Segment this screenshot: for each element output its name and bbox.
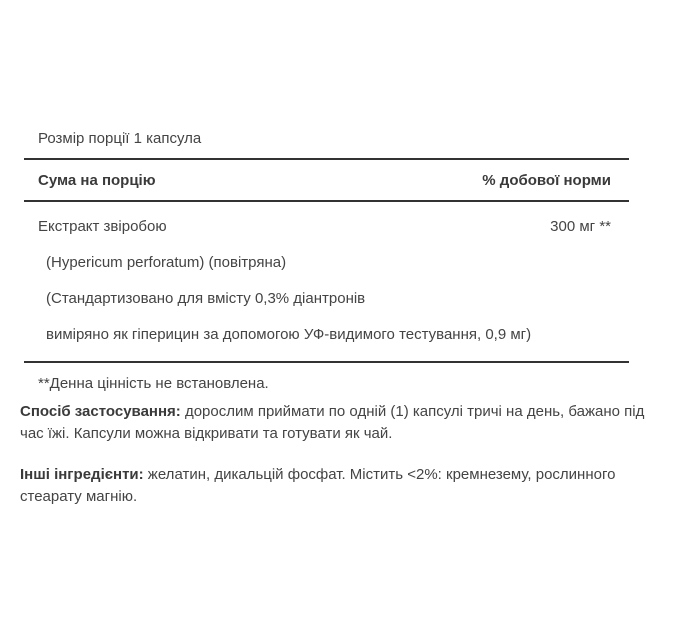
ingredient-block	[24, 202, 629, 363]
other-ingredients-text: желатин, дикальцій фосфат. Містить <2%: кремнезему, рослинного стеарату магнію.	[20, 466, 616, 505]
ingredient-standardization-line-1: (Стандартизовано для вмісту 0,3% діантронів	[46, 290, 366, 307]
ingredient-amount: 300 мг **	[550, 218, 611, 235]
daily-value-heading: % добової норми	[482, 171, 611, 189]
other-ingredients-label: Інші інгредієнти:	[20, 466, 144, 483]
ingredient-latin-name: (Hypericum perforatum) (повітряна)	[46, 254, 287, 271]
ingredient-name: Екстракт звіробою	[38, 218, 167, 235]
usage-label: Спосіб застосування:	[20, 403, 181, 420]
ingredient-standardization-line-2: виміряно як гіперицин за допомогою УФ-видимого тестування, 0,9 мг)	[46, 326, 532, 343]
usage-text: дорослим приймати по одній (1) капсулі тричі на день, бажано під час їжі. Капсули можна відкривати та готувати як чай.	[20, 403, 645, 442]
serving-size: Розмір порції 1 капсула	[24, 128, 629, 160]
usage-paragraph	[20, 401, 670, 445]
facts-header-row	[24, 160, 629, 202]
supplement-facts-panel	[24, 128, 629, 395]
other-ingredients-paragraph	[20, 464, 670, 508]
ingredient-row	[24, 209, 629, 245]
daily-value-footnote: **Денна цінність не встановлена.	[38, 375, 269, 392]
amount-per-serving-heading: Сума на порцію	[38, 171, 156, 189]
